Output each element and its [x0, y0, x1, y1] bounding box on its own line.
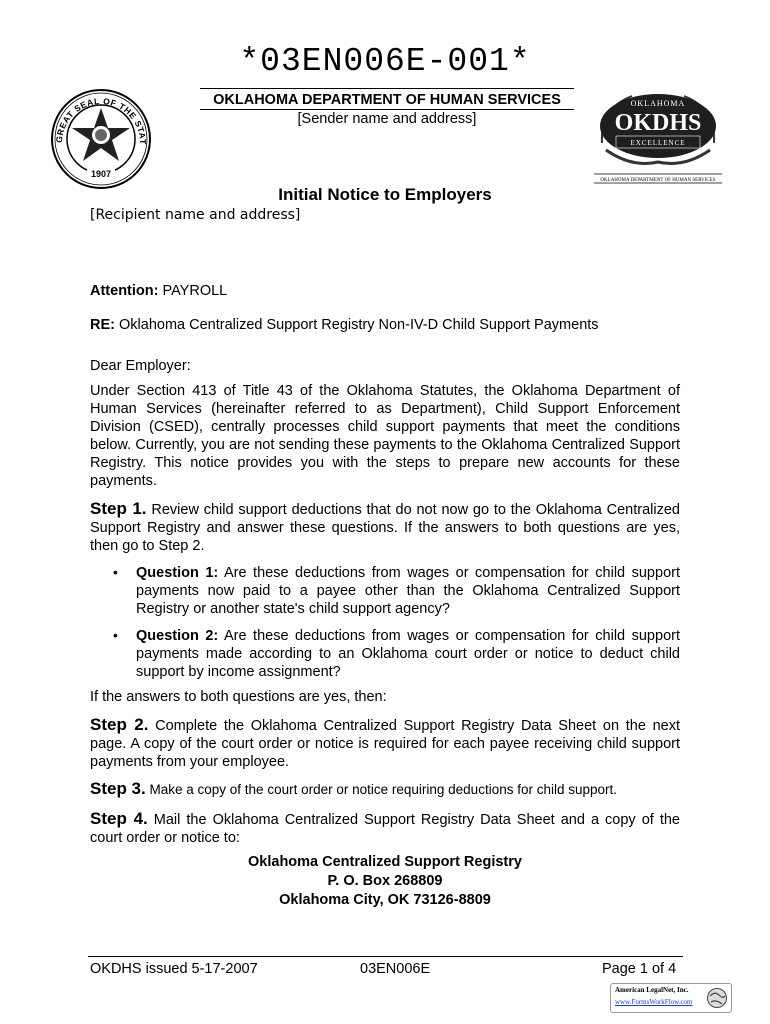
notice-title: Initial Notice to Employers	[278, 185, 492, 204]
salutation: Dear Employer:	[90, 358, 191, 374]
re-value: Oklahoma Centralized Support Registry Non-IV-D Child Support Payments	[114, 317, 599, 333]
footer-issued: OKDHS issued 5-17-2007	[90, 961, 258, 977]
question-2-text: Are these deductions from wages or compensation for child support payments made according to an Oklahoma court order or notice to deduct child support by income assignment?	[136, 628, 680, 680]
re-label: RE:	[90, 317, 115, 333]
step-3-label: Step 3.	[90, 779, 146, 798]
step-2-text: Complete the Oklahoma Centralized Support Registry Data Sheet on the next page. A copy of the court order or notice is required for each payee receiving child support payments from your employee.	[90, 718, 680, 770]
step-4	[90, 810, 680, 847]
logo-main-text: OKDHS	[614, 110, 702, 136]
intro-paragraph: Under Section 413 of Title 43 of the Oklahoma Statutes, the Oklahoma Department of Human Services (hereinafter referred to as Department), Child Support Enforcement Division (CSED), centrally processes child support payments that meet the conditions below. Currently, you are not sending these payments to the Oklahoma Centralized Support Registry. This notice provides you with the steps to prepare new accounts for these payments.	[90, 383, 680, 489]
logo-ribbon-text: EXCELLENCE	[630, 139, 686, 147]
step-1	[90, 500, 680, 555]
globe-icon	[706, 987, 728, 1009]
barcode-text: *03EN006E-001*	[239, 43, 531, 80]
department-name: OKLAHOMA DEPARTMENT OF HUMAN SERVICES	[200, 88, 574, 110]
step-1-label: Step 1.	[90, 499, 147, 518]
footer-form-number: 03EN006E	[360, 961, 431, 977]
step-3	[90, 780, 680, 799]
step-4-text: Mail the Oklahoma Centralized Support Registry Data Sheet and a copy of the court order or notice to:	[90, 812, 680, 846]
bullet-icon: •	[113, 627, 118, 643]
conclusion: If the answers to both questions are yes, then:	[90, 689, 387, 705]
bullet-icon: •	[113, 564, 118, 580]
state-seal-logo	[50, 88, 152, 190]
address-line-2: P. O. Box 268809	[327, 873, 443, 889]
okdhs-logo	[592, 88, 724, 184]
publisher-link[interactable]: www.FormsWorkFlow.com	[615, 998, 693, 1006]
logo-top-text: OKLAHOMA	[630, 99, 686, 108]
question-2-label: Question 2:	[136, 628, 219, 644]
sender-placeholder: [Sender name and address]	[297, 111, 477, 127]
step-3-text: Make a copy of the court order or notice requiring deductions for child support.	[145, 782, 618, 797]
question-1	[136, 564, 680, 618]
step-4-label: Step 4.	[90, 809, 148, 828]
step-2	[90, 716, 680, 771]
attention-value: PAYROLL	[158, 283, 228, 299]
publisher-badge	[610, 983, 732, 1013]
re-line	[90, 316, 680, 334]
step-1-text: Review child support deductions that do not now go to the Oklahoma Centralized Support Registry and answer these questions. If the answers to both questions are yes, then go to Step 2.	[90, 502, 680, 554]
address-line-1: Oklahoma Centralized Support Registry	[248, 854, 522, 870]
step-2-label: Step 2.	[90, 715, 149, 734]
publisher-name: American LegalNet, Inc.	[615, 986, 689, 994]
question-1-label: Question 1:	[136, 565, 219, 581]
footer-divider	[88, 956, 683, 957]
recipient-placeholder: [Recipient name and address]	[90, 207, 301, 223]
question-1-text: Are these deductions from wages or compensation for child support payments now paid to a payee other than the Oklahoma Centralized Support Registry or another state's child support agency?	[136, 565, 680, 617]
attention-line	[90, 282, 680, 300]
footer-page: Page 1 of 4	[602, 961, 677, 977]
seal-year: 1907	[90, 169, 112, 179]
question-2	[136, 627, 680, 681]
attention-label: Attention:	[90, 283, 159, 299]
logo-caption: OKLAHOMA DEPARTMENT OF HUMAN SERVICES	[600, 178, 716, 183]
address-line-3: Oklahoma City, OK 73126-8809	[279, 892, 491, 908]
seal-text: GREAT SEAL OF THE STAT	[53, 95, 149, 145]
